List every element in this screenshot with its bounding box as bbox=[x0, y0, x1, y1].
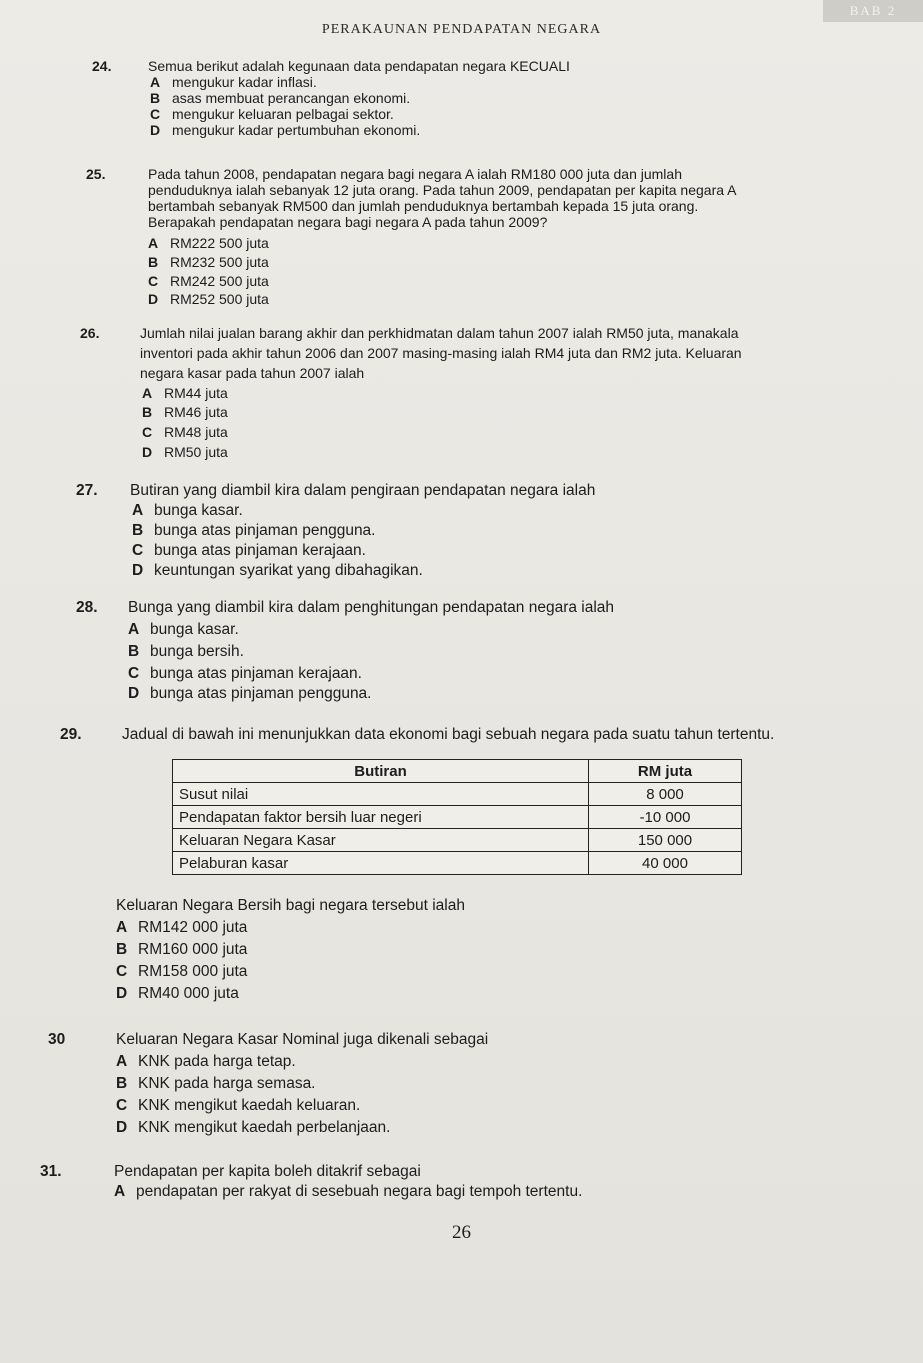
question-stem-line-3: bertambah sebanyak RM500 dan jumlah penduduknya bertambah kepada 15 juta orang. bbox=[148, 198, 699, 214]
option-d: D RM252 500 juta bbox=[148, 291, 269, 307]
option-c: C KNK mengikut kaedah keluaran. bbox=[116, 1097, 361, 1114]
option-b: B KNK pada harga semasa. bbox=[116, 1075, 316, 1092]
option-a: A KNK pada harga tetap. bbox=[116, 1053, 296, 1070]
option-b: B bunga atas pinjaman pengguna. bbox=[132, 522, 376, 539]
question-stem-line-2: inventori pada akhir tahun 2006 dan 2007 masing-masing ialah RM4 juta dan RM2 juta. Keluaran bbox=[140, 345, 742, 361]
option-c: C RM158 000 juta bbox=[116, 963, 248, 980]
table-row bbox=[173, 852, 742, 875]
question-number: 25. bbox=[86, 166, 106, 182]
question-number: 27. bbox=[76, 482, 98, 499]
question-number: 31. bbox=[40, 1163, 62, 1180]
question-number: 26. bbox=[80, 325, 100, 341]
option-d: D RM50 juta bbox=[142, 444, 228, 460]
table-cell-value: -10 000 bbox=[589, 806, 742, 829]
table-cell-item: Susut nilai bbox=[173, 783, 589, 806]
table-header-row bbox=[173, 760, 742, 783]
option-b: B RM160 000 juta bbox=[116, 941, 248, 958]
question-stem-line-3: negara kasar pada tahun 2007 ialah bbox=[140, 365, 365, 381]
option-d: D RM40 000 juta bbox=[116, 985, 239, 1002]
option-d: D mengukur kadar pertumbuhan ekonomi. bbox=[150, 122, 421, 138]
question-stem-line-1: Jumlah nilai jualan barang akhir dan perkhidmatan dalam tahun 2007 ialah RM50 juta, manakala bbox=[140, 325, 739, 341]
option-d: D KNK mengikut kaedah perbelanjaan. bbox=[116, 1119, 391, 1136]
question-stem: Jadual di bawah ini menunjukkan data ekonomi bagi sebuah negara pada suatu tahun tertentu. bbox=[122, 726, 775, 743]
question-number: 29. bbox=[60, 726, 82, 743]
question-stem-line-1: Pada tahun 2008, pendapatan negara bagi negara A ialah RM180 000 juta dan jumlah bbox=[148, 166, 682, 182]
option-d: D keuntungan syarikat yang dibahagikan. bbox=[132, 562, 423, 579]
question-stem-2: Keluaran Negara Bersih bagi negara tersebut ialah bbox=[116, 897, 465, 914]
question-stem: Semua berikut adalah kegunaan data pendapatan negara KECUALI bbox=[148, 58, 570, 74]
page-number: 26 bbox=[452, 1222, 471, 1243]
question-stem-line-4: Berapakah pendapatan negara bagi negara A pada tahun 2009? bbox=[148, 214, 548, 230]
table-row bbox=[173, 806, 742, 829]
option-b: B RM46 juta bbox=[142, 404, 228, 420]
question-number: 28. bbox=[76, 599, 98, 616]
table-cell-item: Pelaburan kasar bbox=[173, 852, 589, 875]
table-cell-item: Pendapatan faktor bersih luar negeri bbox=[173, 806, 589, 829]
column-header-rm-juta: RM juta bbox=[589, 760, 742, 783]
option-c: C mengukur keluaran pelbagai sektor. bbox=[150, 106, 394, 122]
page-header: PERAKAUNAN PENDAPATAN NEGARA bbox=[321, 22, 602, 37]
table-cell-value: 40 000 bbox=[589, 852, 742, 875]
table-row bbox=[173, 783, 742, 806]
option-a: A RM44 juta bbox=[142, 385, 228, 401]
option-a: A pendapatan per rakyat di sesebuah negara bagi tempoh tertentu. bbox=[114, 1183, 583, 1200]
option-b: B RM232 500 juta bbox=[148, 254, 269, 270]
option-a: A RM142 000 juta bbox=[116, 919, 248, 936]
question-stem: Butiran yang diambil kira dalam pengiraan pendapatan negara ialah bbox=[130, 482, 596, 499]
column-header-butiran: Butiran bbox=[173, 760, 589, 783]
option-c: C bunga atas pinjaman kerajaan. bbox=[128, 665, 362, 682]
option-b: B bunga bersih. bbox=[128, 643, 244, 660]
chapter-tag: BAB 2 bbox=[823, 0, 923, 22]
option-d: D bunga atas pinjaman pengguna. bbox=[128, 685, 372, 702]
option-b: B asas membuat perancangan ekonomi. bbox=[150, 90, 411, 106]
option-a: A mengukur kadar inflasi. bbox=[150, 74, 317, 90]
question-number: 24. bbox=[92, 58, 112, 74]
option-a: A bunga kasar. bbox=[132, 502, 243, 519]
option-c: C RM48 juta bbox=[142, 424, 228, 440]
table-cell-item: Keluaran Negara Kasar bbox=[173, 829, 589, 852]
question-number: 30 bbox=[48, 1031, 66, 1048]
table-cell-value: 8 000 bbox=[589, 783, 742, 806]
question-stem-line-2: penduduknya ialah sebanyak 12 juta orang. Pada tahun 2009, pendapatan per kapita negara A bbox=[148, 182, 737, 198]
option-a: A RM222 500 juta bbox=[148, 235, 269, 251]
option-c: C RM242 500 juta bbox=[148, 273, 269, 289]
table-cell-value: 150 000 bbox=[589, 829, 742, 852]
table-row bbox=[173, 829, 742, 852]
option-a: A bunga kasar. bbox=[128, 621, 239, 638]
option-c: C bunga atas pinjaman kerajaan. bbox=[132, 542, 366, 559]
question-stem: Bunga yang diambil kira dalam penghitungan pendapatan negara ialah bbox=[128, 599, 615, 616]
economic-data-table bbox=[172, 759, 742, 875]
question-stem: Pendapatan per kapita boleh ditakrif sebagai bbox=[114, 1163, 421, 1180]
question-stem: Keluaran Negara Kasar Nominal juga dikenali sebagai bbox=[116, 1031, 489, 1048]
